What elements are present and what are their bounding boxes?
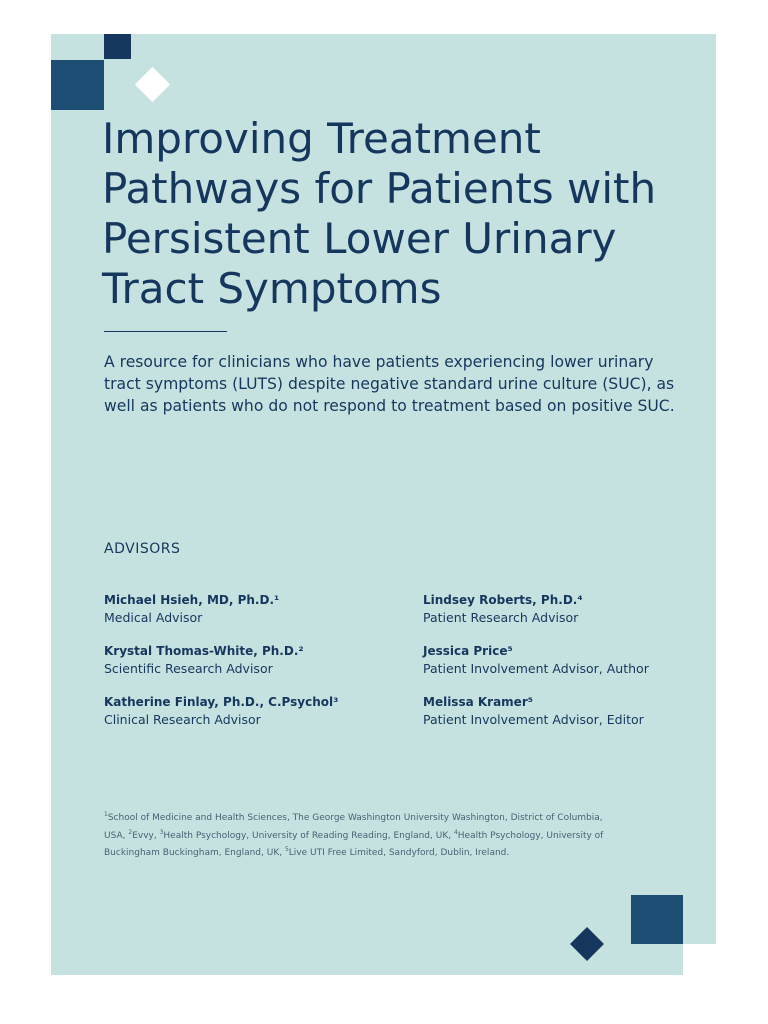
advisor-entry [104,694,404,728]
footnote-mark: 4 [453,828,458,836]
footnote-mark: 5 [284,846,289,853]
advisor-name: Melissa Kramer⁵ [423,695,533,709]
advisor-role: Medical Advisor [104,610,203,625]
decorative-square-large [51,60,104,110]
footnote-text: Live UTI Free Limited, Sandyford, Dublin, Ireland. [288,848,510,858]
advisor-name: Jessica Price⁵ [423,644,513,658]
decorative-square-bottom [631,895,683,944]
advisor-entry [423,592,723,626]
footnote-text: Health Psychology, University of Reading Reading, England, UK, [163,830,454,841]
document-subtitle: A resource for clinicians who have patients experiencing lower urinary tract symptoms (LUTS) despite negative standard urine culture (SUC), as well as patients who do not respond to treatment based on positive SUC. [104,353,675,415]
advisor-role: Patient Involvement Advisor, Author [423,661,649,676]
advisor-entry [104,643,404,677]
footnote-mark: 2 [128,828,133,836]
decorative-square-small [104,34,131,59]
footnote-text: School of Medicine and Health Sciences, The George Washington University Washington, District of Columbia, USA, [104,813,603,841]
advisor-role: Patient Research Advisor [423,610,579,625]
advisor-entry [423,694,723,728]
affiliations-footnote [104,810,604,863]
advisor-name: Katherine Finlay, Ph.D., C.Psychol³ [104,695,339,709]
advisor-name: Lindsey Roberts, Ph.D.⁴ [423,593,583,607]
advisor-entry [104,592,404,626]
document-title: Improving Treatment Pathways for Patients with Persistent Lower Urinary Tract Symptoms [102,114,657,313]
advisor-entry [423,643,723,677]
advisor-name: Michael Hsieh, MD, Ph.D.¹ [104,593,280,607]
footnote-mark: 3 [159,828,164,836]
advisor-role: Patient Involvement Advisor, Editor [423,712,644,727]
advisors-heading: ADVISORS [104,541,181,557]
footnote-mark: 1 [104,811,108,818]
advisor-role: Scientific Research Advisor [104,661,273,676]
footnote-text: Evvy, [132,830,160,841]
advisor-role: Clinical Research Advisor [104,712,261,727]
advisor-name: Krystal Thomas-White, Ph.D.² [104,644,304,658]
footnote-text: Health Psychology, University of Buckingham Buckingham, England, UK, [104,830,604,858]
decorative-notch-white [683,944,716,975]
title-divider [104,331,227,332]
